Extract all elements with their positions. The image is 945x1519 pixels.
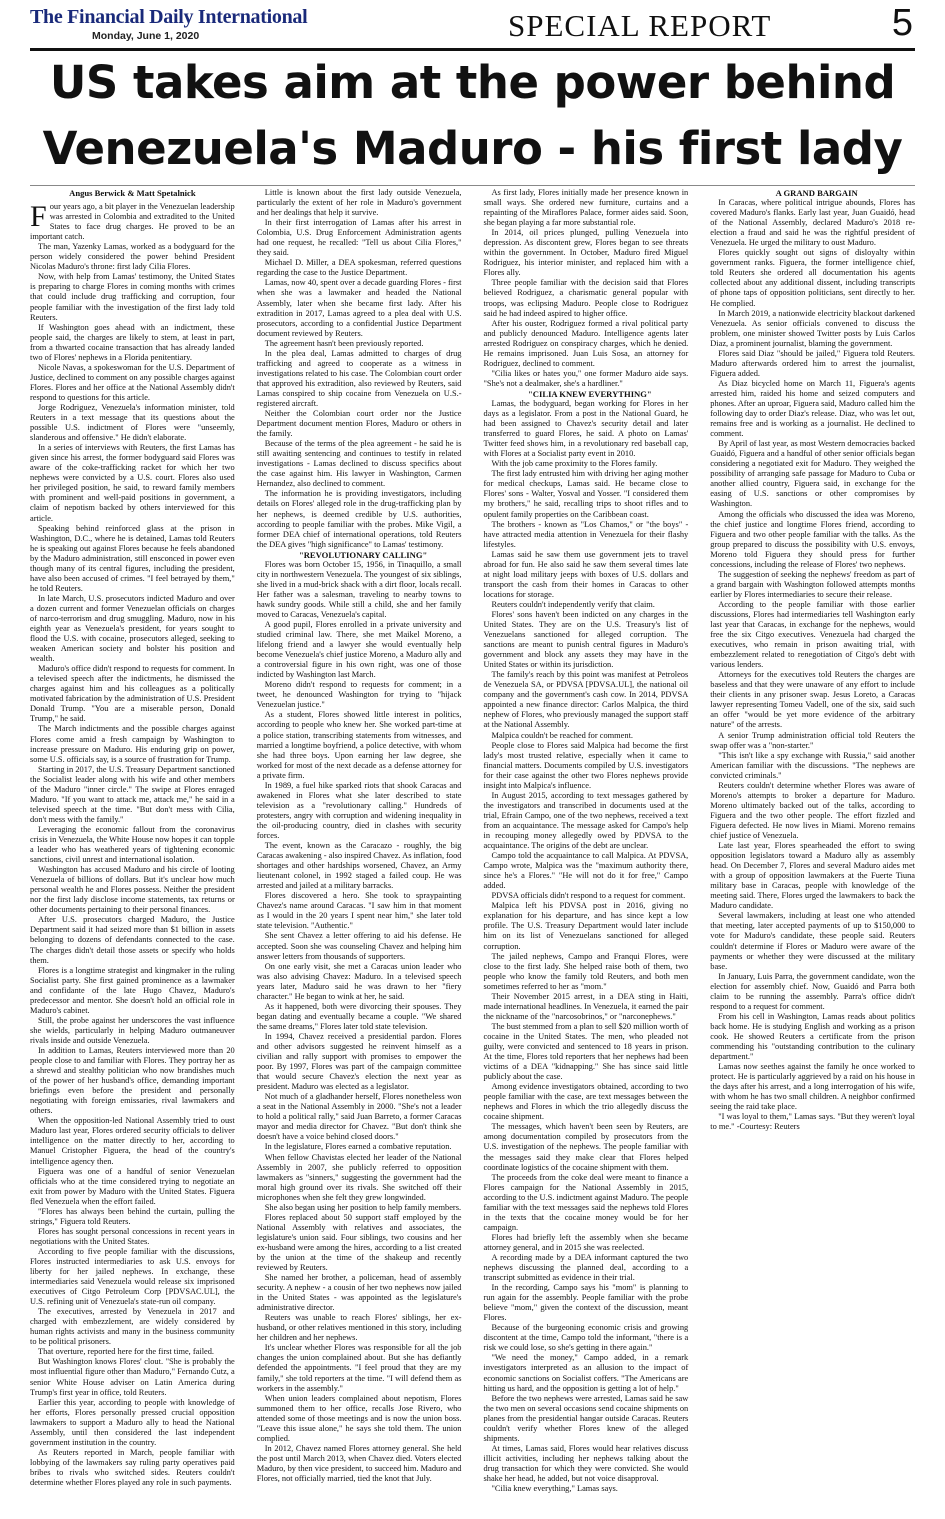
body-paragraph: Flores has sought personal concessions in recent years in negotiations with the United States.: [30, 1226, 235, 1246]
body-paragraph: Nicole Navas, a spokeswoman for the U.S. Department of Justice, declined to comment on any possible charges against Flores. Flores and her office at the National Assembly didn't respond to questions for this article.: [30, 362, 235, 402]
body-paragraph: The brothers - known as "Los Chamos," or "the boys" - have attracted media attention in Venezuela for their flashy lifestyles.: [483, 519, 689, 549]
body-paragraph: Several lawmakers, including at least one who attended that meeting, later accepted payments of up to $150,000 to vote for Maduro's candidate, these people said. Reuters couldn't determine if Flores or Maduro were aware of the payments or whether they were discussed at the military base.: [710, 911, 915, 971]
body-paragraph: In the recording, Campo says his "mom" is planning to run again for the assembly. People familiar with the probe believe "mom," given the context of the discussion, meant Flores.: [483, 1283, 689, 1323]
body-paragraph: The jailed nephews, Campo and Franqui Flores, were close to the first lady. She helped raise both of them, two people who know the family told Reuters, and both men sometimes referred to her as "mom.": [483, 951, 689, 991]
body-paragraph: Flores replaced about 50 support staff employed by the National Assembly with relatives and associates, the legislature's union said. Four siblings, two cousins and her ex-husband were among the hires, according to a list created by the union at the time of the shakeup and recently reviewed by Reuters.: [256, 1212, 462, 1273]
body-paragraph: She sent Chavez a letter offering to aid his defense. He accepted. Soon she was counseling Chavez and helping him answer letters from thousands of supporters.: [256, 931, 462, 961]
body-paragraph: The event, known as the Caracazo - roughly, the big Caracas awakening - also inspired Chavez. As inflation, food shortages and other hardships worsened, Chavez, an Army lieutenant colonel, in 1992 staged a failed coup. He was arrested and jailed at a military barracks.: [256, 841, 462, 891]
body-paragraph: In their first interrogation of Lamas after his arrest in Colombia, U.S. Drug Enforcement Administration agents had one request, he recalled: "Tell us about Cilia Flores," they said.: [256, 218, 462, 258]
body-paragraph: When the opposition-led National Assembly tried to oust Maduro last year, Flores ordered security officials to deliver intelligence on the matter directly to her, according to Manuel Cristopher Figuera, the head of the country's intelligence agency then.: [30, 1116, 235, 1166]
body-paragraph: Lamas said he saw them use government jets to travel abroad for fun. He also said he saw them several times late at night load military jeeps with boxes of U.S. dollars and transport the cash from their homes in Caracas to other locations for storage.: [483, 549, 689, 599]
body-paragraph: The agreement hasn't been previously reported.: [264, 338, 424, 348]
body-paragraph: She also began using her position to help family members.: [264, 1202, 462, 1212]
body-paragraph: It's unclear whether Flores was responsible for all the job changes the union complained about. But she has defiantly defended the appointments. "I feel proud that they are my family," she told reporters at the time. "I will defend them as workers in the assembly.": [256, 1343, 462, 1393]
body-paragraph: "We need the money," Campo added, in a remark investigators interpreted as an allusion to the impact of economic sanctions on Socialist coffers. "The Americans are hitting us hard, and the opposition is getting a lot of help.": [483, 1353, 689, 1393]
body-paragraph: Flores quickly sought out signs of disloyalty within government ranks. Figuera, the former intelligence chief, told Reuters she ordered all documentation his agents collected about any additional dissent, including transcripts of phone taps of opposition politicians, sent directly to her. He complied.: [710, 248, 915, 308]
body-paragraph: Because of the terms of the plea agreement - he said he is still awaiting sentencing and continues to testify in related investigations - Lamas declined to discuss specifics about the case against him. His lawyer in Washington, Carmen Hernandez, also declined to comment.: [256, 439, 462, 489]
body-paragraph: Their November 2015 arrest, in a DEA sting in Haiti, made international headlines. In Venezuela, it earned the pair the nickname of the "narcosobrinos," or "narconephews.": [483, 991, 689, 1021]
body-paragraph: In 1989, a fuel hike sparked riots that shook Caracas and awakened in Flores what she later described to state television as a "revolutionary calling." Hundreds of protesters, angry with corruption and widening inequality in the oil-producing country, died in clashes with security forces.: [256, 780, 462, 840]
body-paragraph: Jorge Rodriguez, Venezuela's information minister, told Reuters in a text message that its questions about the possible U.S. indictment of Flores were "unseemly, slanderous and offensive." He didn't elaborate.: [30, 402, 235, 443]
headline-rule: [30, 185, 915, 186]
body-paragraph: Flores is a longtime strategist and kingmaker in the ruling Socialist party. She first gained prominence as a lawmaker and confidante of the late Hugo Chavez, Maduro's predecessor and mentor. She doesn't hold an official role in Maduro's cabinet.: [30, 965, 235, 1015]
body-paragraph: As first lady, Flores initially made her presence known in small ways. She ordered new furniture, curtains and a repainting of the Miraflores Palace, former aides said. Soon, she began playing a far more substantial role.: [483, 188, 689, 228]
body-paragraph: In Caracas, where political intrigue abounds, Flores has covered Maduro's flanks. Early last year, Juan Guaidó, head of the National Assembly, declared Maduro's 2018 re-election a fraud and said he was the rightful president of Venezuela. He urged the military to oust Maduro.: [710, 198, 915, 248]
subhead-cilia-knew-everything: "CILIA KNEW EVERYTHING": [528, 388, 652, 399]
body-paragraph: When fellow Chavistas elected her leader of the National Assembly in 2007, she publicly referred to opposition lawmakers as "sinners," suggesting the government had the moral high ground over its rivals. She switched off their microphones when she felt they grew longwinded.: [256, 1152, 462, 1202]
body-paragraph: "Cilia likes or hates you," one former Maduro aide says. "She's not a dealmaker, she's a hardliner.": [483, 368, 689, 388]
body-paragraph: Lamas now seethes against the family he once worked to protect. He is particularly aggrieved by a raid on his house in the days after his arrest, and a long interrogation of his wife, with whom he has two small children. A neighbor confirmed seeing the raid take place.: [710, 1062, 915, 1112]
page-number: 5: [891, 2, 913, 44]
body-paragraph: The family's reach by this point was manifest at Petroleos de Venezuela SA, or PDVSA [PDVSA.UL], the national oil company and the government's cash cow. In 2014, PDVSA appointed a new finance director: Carlos Malpica, the third nephew of Flores, who previously managed the support staff at the National Assembly.: [483, 670, 689, 730]
body-paragraph: Washington has accused Maduro and his circle of looting Venezuela of billions of dollars. But it's unclear how much personal wealth he and Flores possess. Neither the president nor the first lady disclose income statements, tax returns or other documents pertaining to their personal finances.: [30, 865, 235, 915]
headline-line-1: US takes aim at the power behind: [49, 56, 896, 109]
body-paragraph: After U.S. prosecutors charged Maduro, the Justice Department said it had seized more than $1 billion in assets belonging to dozens of defendants connected to the case. The charges didn't detail those assets or specify who holds them.: [30, 915, 235, 965]
body-paragraph: Flores was born October 15, 1956, in Tinaquillo, a small city in northwestern Venezuela. The youngest of six siblings, she lived in a mud-brick shack with a dirt floor, locals recall. Her father was a salesman, traveling to nearby towns to hawk sundry goods. While still a child, she and her family moved to Caracas, Venezuela's capital.: [256, 559, 462, 619]
body-paragraph: From his cell in Washington, Lamas reads about politics back home. He is studying English and working as a prison cook. He showed Reuters a certificate from the prison commending his "outstanding contribution to the culinary department.": [710, 1011, 915, 1062]
body-paragraph: Moreno didn't respond to requests for comment; in a tweet, he denounced Washington for trying to "hijack Venezuelan justice.": [256, 680, 462, 710]
body-paragraph: Reuters couldn't independently verify that claim.: [491, 599, 655, 609]
body-paragraph: Lamas, the bodyguard, began working for Flores in her days as a legislator. From a post in the National Guard, he had been assigned to Chavez's security detail and later transferred to guard Flores, he said. A photo on Lamas' Twitter feed shows him, in a revolutionary red baseball cap, with Flores at a Socialist party event in 2010.: [483, 398, 689, 459]
byline: Angus Berwick & Matt Spetalnick: [69, 188, 196, 198]
lead-paragraph: [30, 202, 235, 242]
body-paragraph: Reuters couldn't determine whether Flores was aware of Moreno's attempts to broker a departure for Maduro. Moreno ultimately backed out of the talks, according to Figuera and the two other people. The effort fizzled and Figuera defected. He now lives in Miami. Moreno remains chief justice of Venezuela.: [710, 780, 915, 840]
body-paragraph: Because of the burgeoning economic crisis and growing discontent at the time, Campo told the informant, "there is a risk we could lose, so she's getting in there again.": [483, 1323, 689, 1353]
body-paragraph: With the job came proximity to the Flores family.: [491, 459, 658, 469]
body-paragraph: Flores said Diaz "should be jailed," Figuera told Reuters. Maduro afterwards ordered him to arrest the journalist, Figuera added.: [710, 348, 915, 378]
body-paragraph: As Reuters reported in March, people familiar with lobbying of the lawmakers say ruling party operatives paid bribes to rivals who switched sides. Reuters couldn't determine whether Flores played any role in such payments.: [30, 1447, 235, 1487]
body-paragraph: That overture, reported here for the first time, failed.: [38, 1347, 215, 1357]
body-paragraph: In January, Luis Parra, the government candidate, won the election for assembly chief. Now, Guaidó and Parra both claim to be running the assembly. Parra's office didn't respond to a request for comment.: [710, 971, 915, 1011]
body-paragraph: A senior Trump administration official told Reuters the swap offer was a "non-starter.": [710, 730, 915, 750]
body-paragraph: The information he is providing investigators, including details on Flores' alleged role in the drug-trafficking plan by her nephews, is deemed credible by U.S. authorities, according to people familiar with the probes. Mike Vigil, a former DEA chief of international operations, told Reuters the DEA gives "high significance" to Lamas' testimony.: [256, 489, 462, 549]
body-paragraph: The executives, arrested by Venezuela in 2017 and charged with embezzlement, are widely considered by human rights activists and many in the business community to be political prisoners.: [30, 1307, 235, 1347]
body-paragraph: According to five people familiar with the discussions, Flores instructed intermediaries to ask U.S. envoys for liberty for her jailed nephews. In exchange, these intermediaries said Venezuela would release six imprisoned executives of Citgo Petroleum Corp [PDVSAC.UL], the U.S. refining unit of Venezuela's state-run oil company.: [30, 1246, 235, 1307]
body-paragraph: Leveraging the economic fallout from the coronavirus crisis in Venezuela, the White House now hopes it can topple a leader who has weathered years of tightening economic sanctions, civil unrest and international isolation.: [30, 824, 235, 865]
body-paragraph: Michael D. Miller, a DEA spokesman, referred questions regarding the case to the Justice Department.: [256, 258, 462, 278]
headline: [30, 50, 915, 182]
body-paragraph: When union leaders complained about nepotism, Flores summoned them to her office, recalls Jose Rivero, who attended some of those meetings and is now the union boss. "Leave this issue alone," he says she told them. The union complied.: [256, 1393, 462, 1443]
body-paragraph: In March 2019, a nationwide electricity blackout darkened Venezuela. As senior officials convened to discuss the problem, one minister showed Twitter posts by Luis Carlos Diaz, a prominent journalist, blaming the government.: [710, 308, 915, 348]
body-paragraph: Flores discovered a hero. She took to spraypainting Chavez's name around Caracas. "I saw him in that moment as I would in the 20 years I spent near him," she later told state television. "Authentic.": [256, 891, 462, 931]
body-paragraph: Among the officials who discussed the idea was Moreno, the chief justice and longtime Flores friend, according to Figuera and two other people familiar with the talks. As the group prepared to discuss the possibility with U.S. envoys, Moreno told Figuera they should press for further concessions, including the release of Flores' two nephews.: [710, 509, 915, 569]
body-paragraph: On one early visit, she met a Caracas union leader who was also advising Chavez: Maduro. In a televised speech years later, Maduro said he was drawn to her "fiery character." He began to wink at her, he said.: [256, 961, 462, 1001]
body-paragraph: After his ouster, Rodriguez formed a rival political party and publicly denounced Maduro. Intelligence agents later arrested Rodriguez on conspiracy charges, which he denied. He remains imprisoned. Juan Luis Sosa, an attorney for Rodriguez, declined to comment.: [483, 318, 689, 368]
body-paragraph: "Cilia knew everything," Lamas says.: [491, 1484, 618, 1494]
body-paragraph: Still, the probe against her underscores the vast influence she wields, particularly in helping Maduro outmaneuver rivals inside and outside Venezuela.: [30, 1015, 235, 1045]
body-paragraph: But Washington knows Flores' clout. "She is probably the most influential figure other than Maduro," Fernando Cutz, a senior White House adviser on Latin America during Trump's first year in office, told Reuters.: [30, 1357, 235, 1397]
body-paragraph: Three people familiar with the decision said that Flores believed Rodriguez, a charismatic general popular with troops, was eclipsing Maduro. People close to Rodriguez said he had indeed aspired to higher office.: [483, 278, 689, 318]
body-paragraph: PDVSA officials didn't respond to a request for comment.: [491, 891, 686, 901]
body-paragraph: By April of last year, as most Western democracies backed Guaidó, Figuera and a handful of other senior officials began considering a negotiated exit for Maduro. They weighed the possibility of arranging safe passage for Maduro to Cuba or another allied country, Figuera said, in exchange for the easing of U.S. sanctions or other compromises by Washington.: [710, 439, 915, 509]
body-paragraph: Late last year, Flores spearheaded the effort to swing opposition legislators toward a Maduro ally as assembly head. On December 7, Flores and several Maduro aides met with a group of opposition lawmakers at the Fuerte Tiuna military base in Caracas, people with knowledge of the meeting said. There, Flores urged the lawmakers to back the Maduro candidate.: [710, 841, 915, 911]
drop-cap: F: [30, 200, 47, 234]
body-paragraph: Malpica left his PDVSA post in 2016, giving no explanation for his departure, and has since kept a low profile. The U.S. Treasury Department would later include him on its list of Venezuelans sanctioned for alleged corruption.: [483, 901, 689, 951]
body-paragraph: A recording made by a DEA informant captured the two nephews discussing the planned deal, according to a transcript submitted as evidence in their trial.: [483, 1252, 689, 1283]
body-paragraph: If Washington goes ahead with an indictment, these people said, the charges are likely to stem, at least in part, from a thwarted cocaine transaction that has already landed two of Flores' nephews in a Florida penitentiary.: [30, 322, 235, 362]
body-paragraph: Now, with help from Lamas' testimony, the United States is preparing to charge Flores in coming months with crimes that could include drug trafficking and corruption, four people familiar with the investigation of the first lady told Reuters.: [30, 272, 235, 322]
body-paragraph: As a student, Flores showed little interest in politics, according to people who knew her. She worked part-time at a police station, transcribing statements from witnesses, and married a longtime boyfriend, a police detective, with whom she had three boys. Upon earning her law degree, she worked for most of the next decade as a defense attorney for a private firm.: [256, 710, 462, 780]
body-paragraph: Neither the Colombian court order nor the Justice Department document mention Flores, Maduro or others in the family.: [256, 409, 462, 439]
body-paragraph: In the legislature, Flores earned a combative reputation.: [264, 1142, 452, 1152]
body-paragraph: "This isn't like a spy exchange with Russia," said another American familiar with the discussions. "The nephews are convicted criminals.": [710, 750, 915, 780]
body-paragraph: Among evidence investigators obtained, according to two people familiar with the case, are text messages between the nephews and Flores in which the trio allegedly discuss the cocaine shipment.: [483, 1082, 689, 1122]
section-label: SPECIAL REPORT: [508, 8, 772, 43]
body-paragraph: The man, Yazenky Lamas, worked as a bodyguard for the person widely considered the power behind President Nicolas Maduro's throne: first lady Cilia Flores.: [30, 242, 235, 272]
body-paragraph: The bust stemmed from a plan to sell $20 million worth of cocaine in the United States. The men, who pleaded not guilty, were convicted and sentenced to 18 years in prison. At the time, Flores told reporters that her nephews had been victims of a DEA "kidnapping." She has since said little publicly about the case.: [483, 1021, 689, 1082]
newspaper-name: The Financial Daily International: [30, 6, 308, 28]
body-paragraph: The first lady entrusted him with driving her aging mother for medical checkups, Lamas said. He became close to Flores' sons - Walter, Yosval and Yosser. "I considered them my brothers," he said, recalling trips to shoot rifles and to opulent family properties on the Caribbean coast.: [483, 469, 689, 519]
body-paragraph: In a series of interviews with Reuters, the first Lamas has given since his arrest, the former bodyguard said Flores was aware of the coke-trafficking racket for which her two nephews were convicted by a U.S. court. Flores also used her privileged position, he said, to reward family members with prominent and well-paid positions in government, a claim of nepotism backed by others interviewed for this article.: [30, 443, 235, 523]
body-paragraph: In 2014, oil prices plunged, pulling Venezuela into depression. As discontent grew, Flores began to see threats within the government. In October, Maduro fired Miguel Rodriguez, his interior minister, and replaced him with a Flores ally.: [483, 228, 689, 278]
body-paragraph: Flores' sons haven't been indicted on any charges in the United States. They are on the U.S. Treasury's list of Venezuelans sanctioned for alleged corruption. The sanctions are meant to punish central figures in Maduro's government and block any assets they may have in the United States or within its jurisdiction.: [483, 609, 689, 670]
issue-date: Monday, June 1, 2020: [92, 30, 200, 42]
body-paragraph: In August 2015, according to text messages gathered by the investigators and transcribed in documents used at the trial, Efrain Campo, one of the two nephews, received a text from an acquaintance. The message asked for Campo's help in recouping money allegedly owed by PDVSA to the acquaintance. The origins of the debt are unclear.: [483, 790, 689, 851]
body-paragraph: The messages, which haven't been seen by Reuters, are among documentation compiled by prosecutors from the U.S. investigation of the nephews. The people familiar with the messages said they make clear that Flores helped coordinate logistics of the cocaine shipment with them.: [483, 1122, 689, 1172]
body-paragraph: Campo told the acquaintance to call Malpica. At PDVSA, Campo wrote, Malpica was the "maximum authority there, since he's a Flores." "He will not do it for free," Campo added.: [483, 851, 689, 891]
section-4: [710, 198, 915, 1132]
body-paragraph: In 1994, Chavez received a presidential pardon. Flores and other advisors suggested he reinvent himself as a civilian and rally support with promises to empower the poor. By 1997, Flores was part of the campaign committee that would secure Chavez's election the next year as president. Maduro was elected as a legislator.: [256, 1031, 462, 1092]
body-paragraph: In the plea deal, Lamas admitted to charges of drug trafficking and agreed to cooperate as a witness in investigations related to his case. The Colombian court order that approved his extradition, also reviewed by Reuters, said Lamas conspired to ship cocaine from Venezuela on U.S.-registered aircraft.: [256, 348, 462, 408]
subhead-revolutionary-calling: "REVOLUTIONARY CALLING": [298, 549, 428, 560]
body-paragraph: People close to Flores said Malpica had become the first lady's most trusted relative, especially when it came to financial matters. Documents compiled by U.S. investigators for their case against the other two Flores nephews provide insight into Malpica's influence.: [483, 740, 689, 790]
article-body: [30, 188, 915, 1503]
body-paragraph: "I was loyal to them," Lamas says. "But they weren't loyal to me." -Courtesy: Reuters: [710, 1112, 915, 1132]
headline-line-2: Venezuela's Maduro - his first lady: [42, 122, 903, 175]
body-paragraph: Speaking behind reinforced glass at the prison in Washington, D.C., where he is detained, Lamas told Reuters he is speaking out against Flores because he feels abandoned by the Maduro administration, still ensconced in power even though many of its central figures, including the president, have also been accused of crimes. "I feel betrayed by them," he told Reuters.: [30, 523, 235, 593]
body-paragraph: "Flores has always been behind the curtain, pulling the strings," Figuera told Reuters.: [30, 1206, 235, 1226]
lead-text: our years ago, a bit player in the Venezuelan leadership was arrested in Colombia and extradited to the United States to face drug charges. He proved to be an important catch.: [30, 202, 235, 242]
masthead-bar: [30, 2, 915, 46]
body-paragraph: Before the two nephews were arrested, Lamas said he saw the two men on several occasions send cocaine shipments on planes from the presidential hangar outside Caracas. Reuters couldn't verify whether Flores knew of the alleged shipments.: [483, 1393, 689, 1443]
body-paragraph: According to the people familiar with those earlier discussions, Flores had intermediaries tell Washington early last year that Caracas, in exchange for the nephews, would free the six Citgo executives. Venezuela had charged the executives, who remain in prison awaiting trial, with embezzlement related to renegotiation of Citgo's debt with various lenders.: [710, 599, 915, 670]
body-paragraph: In addition to Lamas, Reuters interviewed more than 20 people close to and familiar with Flores. They portray her as a shrewd and stealthy politician who now brandishes much of the power of her husband's office, demanding important briefings even before the president and personally negotiating with foreign emissaries, rival lawmakers and others.: [30, 1045, 235, 1116]
body-paragraph: Earlier this year, according to people with knowledge of her efforts, Flores personally pressed crucial opposition lawmakers to support a Maduro ally to head the National Assembly, until then considered the last independent government institution in the country.: [30, 1397, 235, 1447]
body-paragraph: The suggestion of seeking the nephews' freedom as part of a grand bargain with Washington followed attempts months earlier by Flores intermediaries to secure their release.: [710, 569, 915, 599]
body-paragraph: As Diaz bicycled home on March 11, Figuera's agents arrested him, raided his home and seized computers and phones. After an uproar, Figuera said, Maduro called him the following day to order Diaz's release. Diaz, who was let out, remains free and is working as a journalist. He declined to comment.: [710, 378, 915, 439]
body-paragraph: As it happened, both were divorcing their spouses. They began dating and eventually became a couple. "We shared the same dreams," Flores later told state television.: [256, 1001, 462, 1031]
body-paragraph: At times, Lamas said, Flores would hear relatives discuss illicit activities, including her nephews talking about the drug transaction for which they were convicted. She would shake her head, he added, but not voice disapproval.: [483, 1443, 689, 1483]
section-3: [484, 399, 689, 1494]
body-paragraph: Maduro's office didn't respond to requests for comment. In a televised speech after the indictments, he dismissed the charges against him and his colleagues as a politically motivated fabrication by the administration of U.S. President Donald Trump. "You are a miserable person, Donald Trump," he said.: [30, 664, 235, 724]
body-paragraph: In 2012, Chavez named Flores attorney general. She held the post until March 2013, when Chavez died. Voters elected Maduro, by then vice president, to succeed him. Maduro and Flores, not officially married, tied the knot that July.: [256, 1443, 462, 1483]
body-paragraph: In late March, U.S. prosecutors indicted Maduro and over a dozen current and former Venezuelan officials on charges of narco-terrorism and drug smuggling. Maduro, now in his eighth year as Venezuela's president, for years sought to flood the U.S. with cocaine, prosecutors alleged, seeking to weaken American society and bolster his position and wealth.: [30, 593, 235, 664]
body-paragraph: The March indictments and the possible charges against Flores come amid a fresh campaign by Washington to increase pressure on Maduro. His enduring grip on power, some U.S. officials say, is a source of frustration for Trump.: [30, 724, 235, 764]
body-paragraph: The proceeds from the coke deal were meant to finance a Flores campaign for the National Assembly in 2015, according to the U.S. indictment against Maduro. The people familiar with the text messages said the nephews told Flores in the texts that the cocaine money would be for her campaign.: [483, 1172, 689, 1232]
body-paragraph: Starting in 2017, the U.S. Treasury Department sanctioned the Socialist leader along with his wife and other members of the Maduro "inner circle." The swipe at Flores enraged Maduro. "If you want to attack me, attack me," he said in a televised speech at the time. "But don't mess with Cilia, don't mess with the family.": [30, 764, 235, 824]
body-paragraph: Lamas, now 40, spent over a decade guarding Flores - first when she was a lawmaker and headed the National Assembly, later when she became first lady. After his extradition in 2017, Lamas agreed to a plea deal with U.S. prosecutors, according to a confidential Justice Department document reviewed by Reuters.: [256, 278, 462, 338]
body-paragraph: Malpica couldn't be reached for comment.: [491, 730, 633, 740]
body-paragraph: Flores had briefly left the assembly when she became attorney general, and in 2015 she was reelected.: [483, 1232, 689, 1252]
body-paragraph: Figuera was one of a handful of senior Venezuelan officials who at the time considered trying to negotiate an exit from power by Maduro with the United States. Figuera fled Venezuela when the effort failed.: [30, 1166, 235, 1206]
body-paragraph: Reuters was unable to reach Flores' siblings, her ex-husband, or other relatives mentioned in this story, including her children and her nephews.: [256, 1313, 462, 1343]
body-paragraph: She named her brother, a policeman, head of assembly security. A nephew - a cousin of her two nephews now jailed in the United States - was appointed as the legislature's administrative director.: [256, 1273, 462, 1313]
subhead-grand-bargain: A GRAND BARGAIN: [775, 188, 858, 198]
body-paragraph: Not much of a gladhander herself, Flores nonetheless won a seat in the National Assembly in 2000. "She's not a leader to hold a political rally," said Juan Barreto, a former Caracas mayor and media director for Chavez. "But don't think she doesn't have a voice behind closed doors.": [256, 1092, 462, 1142]
body-paragraph: Attorneys for the executives told Reuters the charges are baseless and that they were unaware of any effort to include their clients in any prisoner swap. Jesus Loreto, a Caracas lawyer representing Tomeu Vadell, one of the six, said such an offer "would be yet more evidence of the arbitrary nature" of the arrests.: [710, 670, 915, 730]
body-paragraph: A good pupil, Flores enrolled in a private university and studied criminal law. There, she met Maikel Moreno, a lifelong friend and a lawyer she would eventually help become Venezuela's chief justice Moreno, a Maduro ally and a controversial figure in his own right, was one of those indicted by Washington last March.: [256, 620, 462, 680]
body-paragraph: Little is known about the first lady outside Venezuela, particularly the extent of her role in Maduro's government and her dealings that help it survive.: [256, 188, 462, 218]
